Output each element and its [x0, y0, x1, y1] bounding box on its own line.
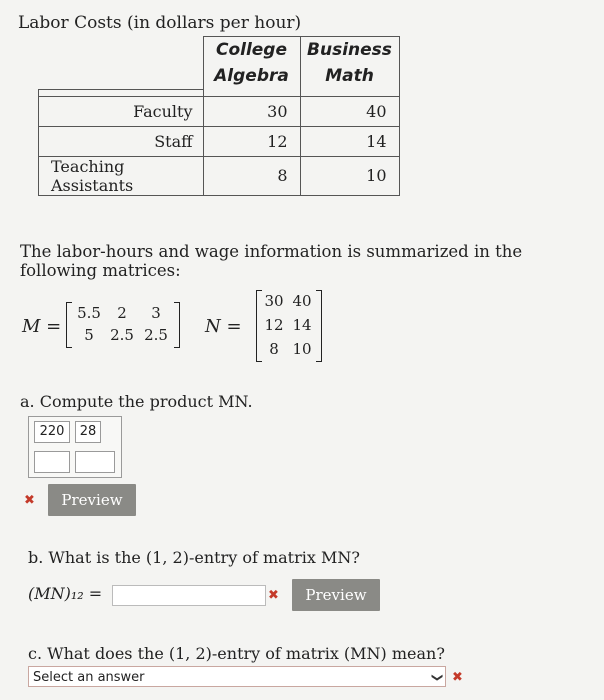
mn-entry-input[interactable] [112, 585, 266, 606]
table-row [39, 156, 400, 195]
matrix-cell: 30 [264, 292, 284, 310]
matrix-m-label: M = [22, 316, 62, 337]
left-bracket [66, 302, 72, 348]
preview-button[interactable]: Preview [292, 579, 380, 611]
row-label: Staff [39, 126, 204, 156]
incorrect-icon: ✖ [452, 670, 463, 685]
matrix-cell: 3 [151, 304, 161, 322]
table-cell: 8 [203, 156, 300, 195]
select-value: Select an answer [33, 670, 145, 685]
table-row [39, 126, 400, 156]
preview-button[interactable]: Preview [48, 484, 136, 516]
matrix-entry-input[interactable]: 28 [75, 421, 101, 443]
matrix-entry-input[interactable]: 220 [34, 421, 70, 443]
table-title: Labor Costs (in dollars per hour) [18, 13, 302, 33]
row-label: Teaching Assistants [39, 156, 204, 195]
right-bracket [174, 302, 180, 348]
row-label: Faculty [39, 96, 204, 126]
part-a-question: a. Compute the product MN. [20, 392, 253, 411]
table-cell: 14 [300, 126, 399, 156]
matrix-cell: 5 [84, 326, 94, 344]
table-cell: 30 [203, 96, 300, 126]
table-cell: 10 [300, 156, 399, 195]
matrix-cell: 40 [292, 292, 312, 310]
column-header-business-math: Business Math [300, 37, 399, 90]
part-b-question: b. What is the (1, 2)-entry of matrix MN? [28, 548, 360, 567]
matrix-cell: 2 [117, 304, 127, 322]
matrix-cell: 14 [292, 316, 312, 334]
column-header-college-algebra: College Algebra [203, 37, 300, 90]
matrix-cell: 12 [264, 316, 284, 334]
chevron-down-icon: ❮ [429, 672, 443, 683]
product-matrix-input [28, 416, 122, 478]
answer-select[interactable] [28, 666, 446, 687]
incorrect-icon: ✖ [268, 588, 279, 603]
right-bracket [316, 290, 322, 362]
matrix-cell: 8 [269, 340, 279, 358]
matrix-n [256, 290, 322, 362]
table-cell: 40 [300, 96, 399, 126]
labor-costs-table [38, 36, 400, 196]
incorrect-icon: ✖ [24, 493, 35, 508]
matrix-n-label: N = [205, 316, 242, 337]
mn-entry-label: (MN)₁₂ = [28, 584, 103, 603]
table-row [39, 96, 400, 126]
matrix-entry-input[interactable] [34, 451, 70, 473]
summary-text: The labor-hours and wage information is summarized in the following matrices: [20, 242, 523, 280]
matrix-entry-input[interactable] [75, 451, 115, 473]
part-c-question: c. What does the (1, 2)-entry of matrix (MN) mean? [28, 644, 445, 663]
matrix-cell: 10 [292, 340, 312, 358]
matrix-cell: 5.5 [77, 304, 101, 322]
table-cell: 12 [203, 126, 300, 156]
matrix-cell: 2.5 [110, 326, 134, 344]
matrix-m [66, 302, 180, 348]
matrix-cell: 2.5 [144, 326, 168, 344]
